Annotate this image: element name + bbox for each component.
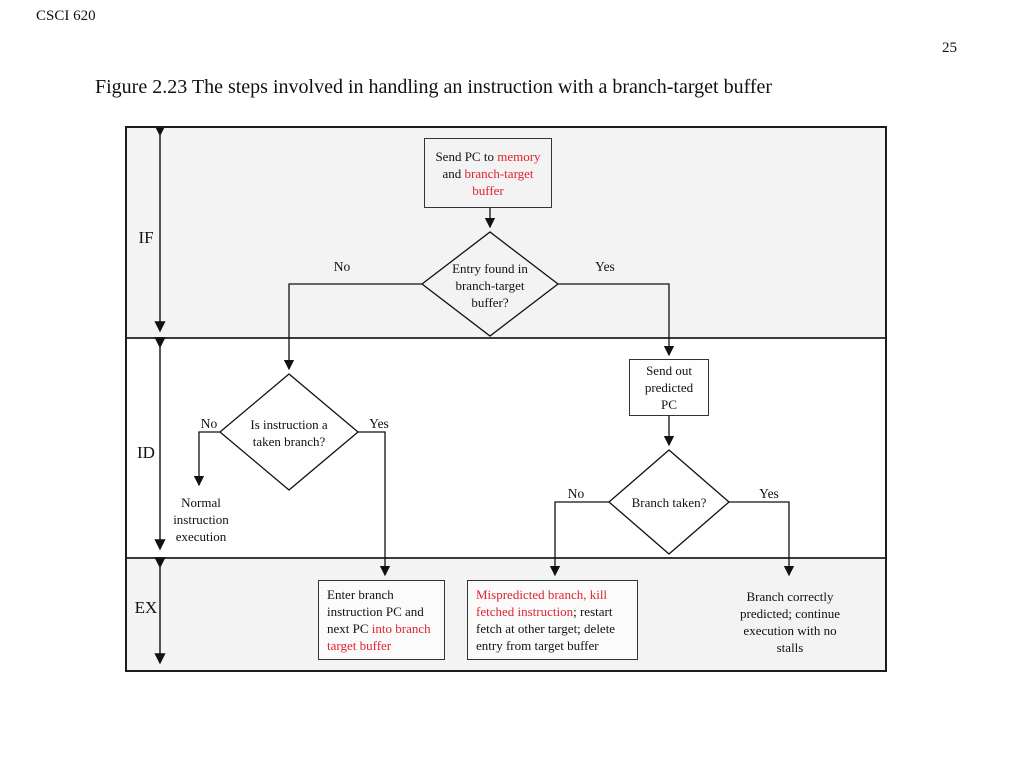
result-normal-execution: Normal instruction execution xyxy=(173,495,229,544)
arrow-takenbranch-no xyxy=(199,432,220,485)
process-box-line: instruction PC and xyxy=(327,604,424,619)
process-box-line: Enter branch xyxy=(327,587,394,602)
stage-label-if: IF xyxy=(138,228,154,247)
edge-label-no: No xyxy=(333,259,351,274)
edge-label-no: No xyxy=(200,416,218,431)
decision-branch-taken-text: Branch taken? xyxy=(631,495,707,510)
process-box-line: fetch at other target; delete xyxy=(476,621,616,636)
arrow-takenbranch-yes xyxy=(358,432,385,575)
process-box-send-out-pc xyxy=(629,359,709,416)
stage-label-id: ID xyxy=(137,443,155,462)
process-box-line: and branch-target xyxy=(442,165,534,181)
process-box-mispredicted xyxy=(467,580,638,660)
decision-taken-branch-text: Is instruction a taken branch? xyxy=(250,417,328,449)
process-box-line: target buffer xyxy=(327,638,392,653)
process-box-line: Send PC to memory xyxy=(435,148,541,164)
result-branch-correct: Branch correctly predicted; continue execution with no stalls xyxy=(740,589,840,655)
edge-label-no: No xyxy=(567,486,585,501)
figure-title: Figure 2.23 The steps involved in handling an instruction with a branch-target buffer xyxy=(95,76,773,98)
process-box-line: fetched instruction; restart xyxy=(476,604,613,619)
flowchart-diagram xyxy=(125,126,887,672)
process-box-line: entry from target buffer xyxy=(476,638,599,653)
course-label: CSCI 620 xyxy=(36,8,96,24)
process-box-send-pc xyxy=(424,138,552,208)
process-box-line: predicted xyxy=(644,380,694,395)
process-box-line: buffer xyxy=(472,182,504,198)
decision-entry-found-text: Entry found in branch-target buffer? xyxy=(452,261,528,310)
process-box-line: next PC into branch xyxy=(327,621,431,636)
process-box-line: Send out xyxy=(646,363,692,378)
edge-label-yes: Yes xyxy=(759,486,779,501)
stage-label-ex: EX xyxy=(134,598,158,617)
process-box-line: PC xyxy=(661,397,677,412)
page-number: 25 xyxy=(942,40,957,56)
edge-label-yes: Yes xyxy=(369,416,389,431)
process-box-enter-btb xyxy=(318,580,445,660)
process-box-line: Mispredicted branch, kill xyxy=(476,587,608,602)
edge-label-yes: Yes xyxy=(595,259,615,274)
